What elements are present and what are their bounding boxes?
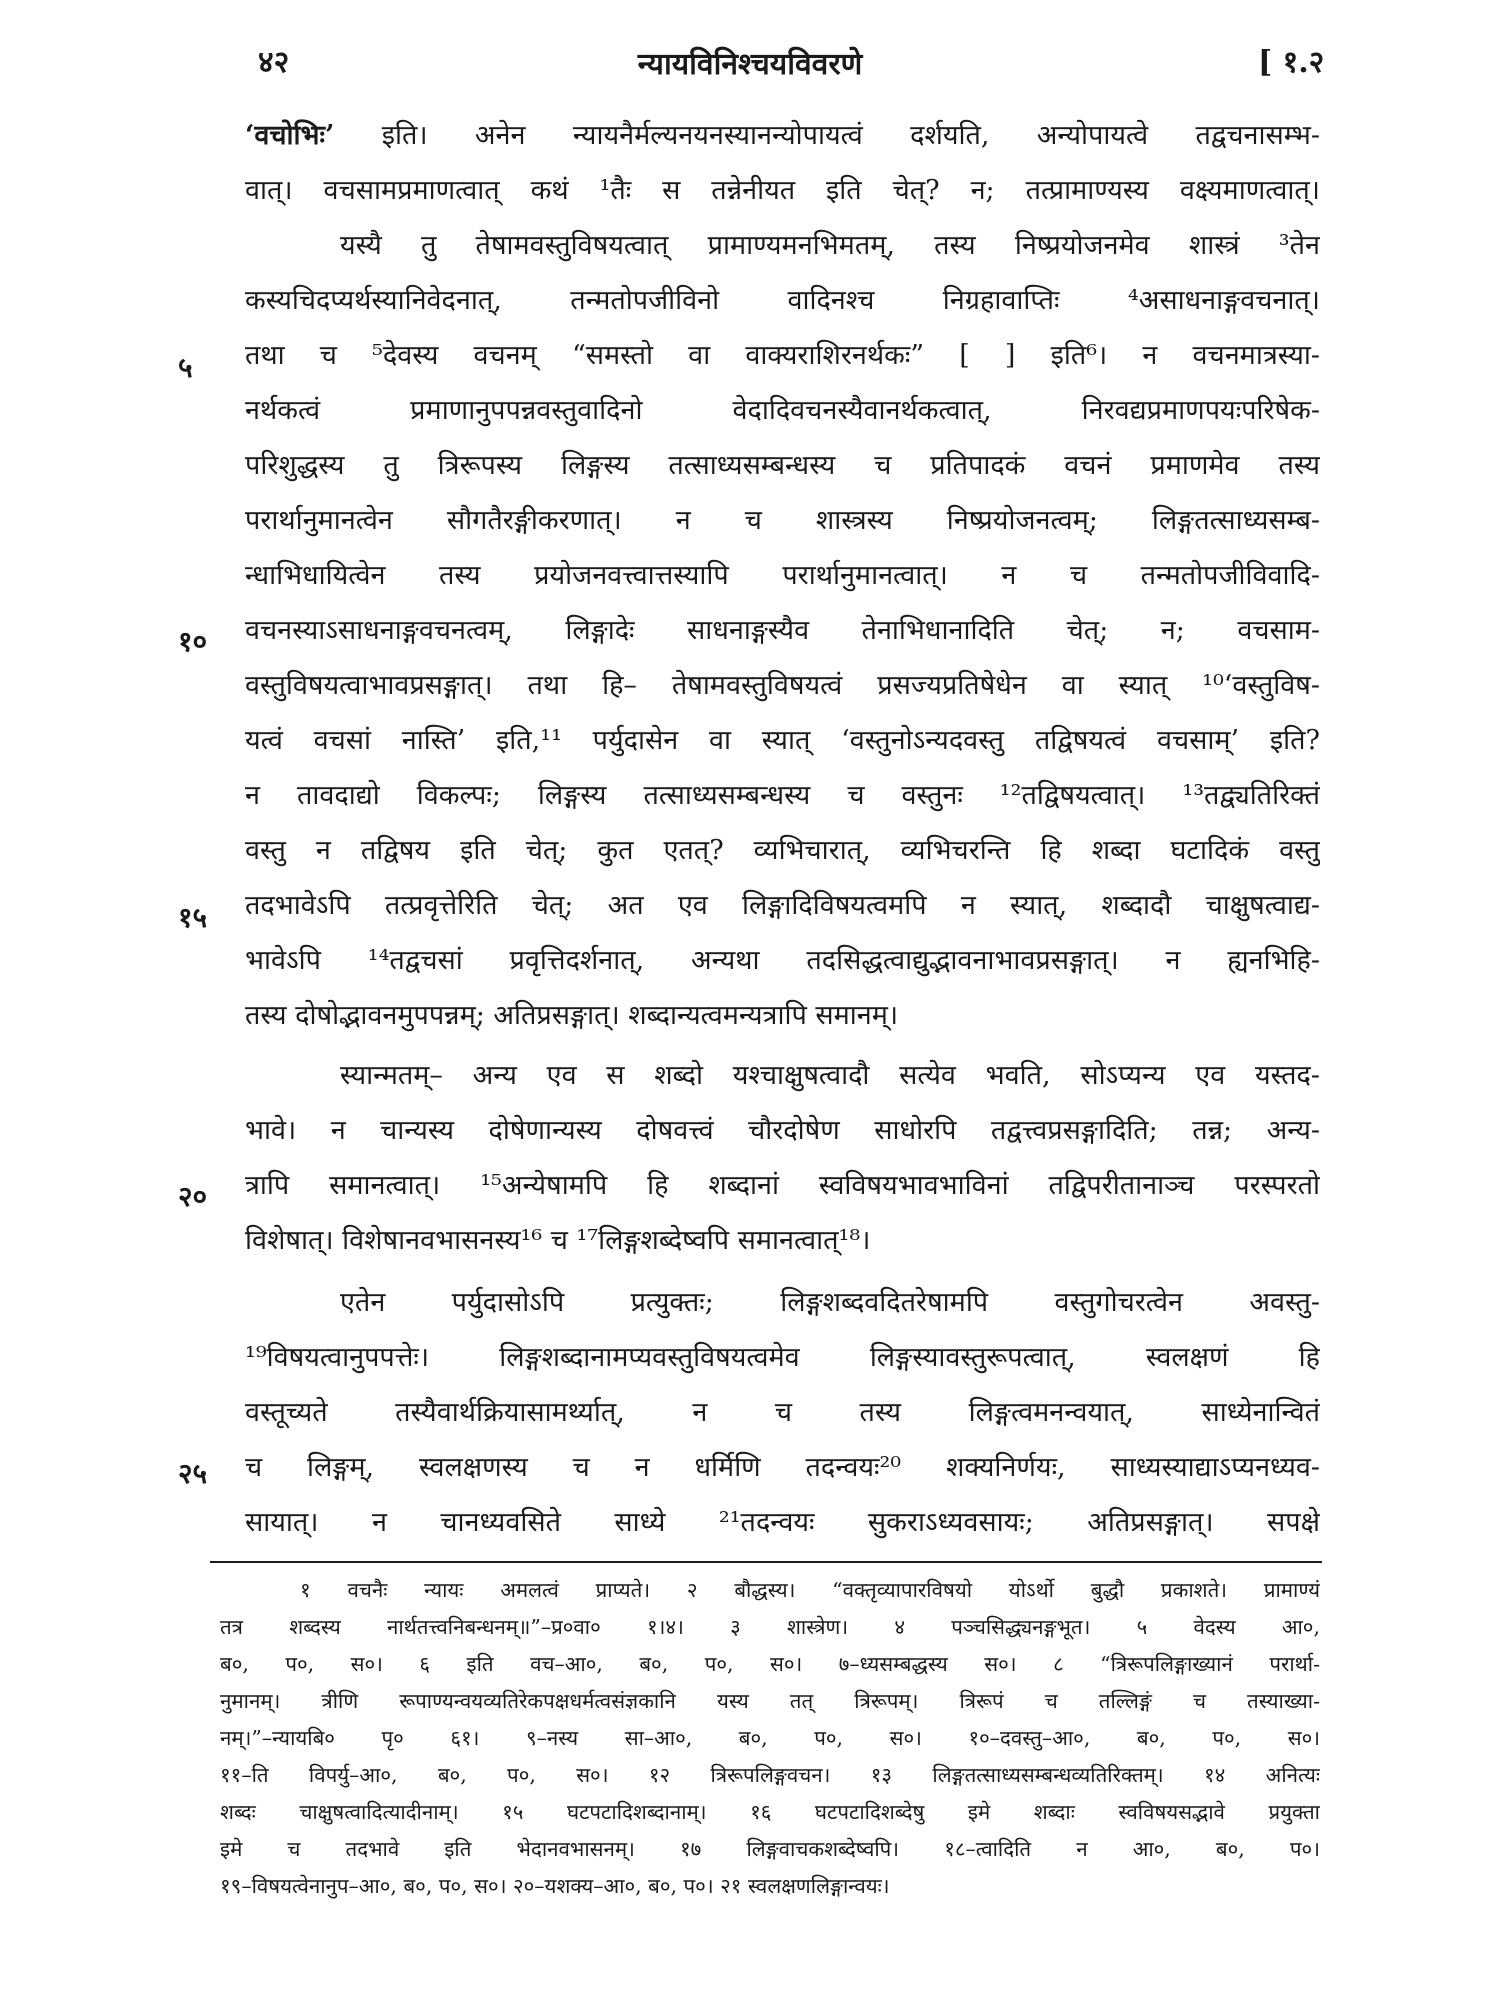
footnote-line: नम्।”–न्यायबि० पृ० ६१। ९–नस्य सा–आ०, ब०, प०, स०। १०–दवस्तु–आ०, ब०, प०, स०।	[220, 1726, 1320, 1750]
text-line: च लिङ्गम्, स्वलक्षणस्य च न धर्मिणि तदन्वयः²⁰ शक्यनिर्णयः, साध्यस्याद्याऽप्यनध्यव-	[245, 1452, 1320, 1483]
footnote-line: १ वचनैः न्यायः अमलत्वं प्राप्यते। २ बौद्धस्य। “वक्तृव्यापारविषयो योऽर्थो बुद्धौ प्रकाशते। प्रामाण्यं	[300, 1578, 1320, 1602]
section-reference: [ १.२	[1258, 45, 1325, 80]
text-line: न तावदाद्यो विकल्पः; लिङ्गस्य तत्साध्यसम्बन्धस्य च वस्तुनः ¹²तद्विषयत्वात्। ¹³तद्व्यतिरिक्तं	[245, 780, 1320, 811]
footnote-line: ब०, प०, स०। ६ इति वच–आ०, ब०, प०, स०। ७–ध्यसम्बद्धस्य स०। ८ “त्रिरूपलिङ्गाख्यानं परार्था-	[220, 1652, 1320, 1676]
text-line: तथा च ⁵देवस्य वचनम् “समस्तो वा वाक्यराशिरनर्थकः” [ ] इति⁶। न वचनमात्रस्या-	[245, 340, 1320, 371]
text-line: वस्तु न तद्विषय इति चेत्; कुत एतत्? व्यभिचारात्, व्यभिचरन्ति हि शब्दा घटादिकं वस्तु	[245, 835, 1320, 866]
footnote-line: तत्र शब्दस्य नार्थतत्त्वनिबन्धनम्॥”–प्र०वा० १।४। ३ शास्त्रेण। ४ पञ्चसिद्ध्यनङ्गभूत। ५ वेदस्य आ०,	[220, 1615, 1320, 1639]
line-number-15: १५	[178, 901, 208, 934]
line-number-5: ५	[178, 351, 193, 384]
footnote-line: इमे च तदभावे इति भेदानवभासनम्। १७ लिङ्गवाचकशब्देष्वपि। १८–त्वादिति न आ०, ब०, प०।	[220, 1837, 1320, 1861]
text-line: वस्तुविषयत्वाभावप्रसङ्गात्। तथा हि– तेषामवस्तुविषयत्वं प्रसज्यप्रतिषेधेन वा स्यात् ¹⁰‘वस्तुविष-	[245, 670, 1320, 701]
text-line: यत्वं वचसां नास्ति’ इति,¹¹ पर्युदासेन वा स्यात् ‘वस्तुनोऽन्यदवस्तु तद्विषयत्वं वचसाम्’ इति?	[245, 725, 1320, 756]
text-line: वस्तूच्यते तस्यैवार्थक्रियासामर्थ्यात्, न च तस्य लिङ्गत्वमनन्वयात्, साध्येनान्वितं	[245, 1397, 1320, 1428]
text-line: विशेषात्। विशेषानवभासनस्य¹⁶ च ¹⁷लिङ्गशब्देष्वपि समानत्वात्¹⁸।	[245, 1225, 871, 1256]
text-line	[245, 118, 1320, 154]
text-line: वचनस्याऽसाधनाङ्गवचनत्वम्, लिङ्गादेः साधनाङ्गस्यैव तेनाभिधानादिति चेत्; न; वचसाम-	[245, 615, 1320, 646]
text-line: सायात्। न चानध्यवसिते साध्ये ²¹तदन्वयः सुकराऽध्यवसायः; अतिप्रसङ्गात्। सपक्षे	[245, 1507, 1320, 1538]
text-line: परिशुद्धस्य तु त्रिरूपस्य लिङ्गस्य तत्साध्यसम्बन्धस्य च प्रतिपादकं वचनं प्रमाणमेव तस्य	[245, 450, 1320, 481]
footnote-line: नुमानम्। त्रीणि रूपाण्यन्वयव्यतिरेकपक्षधर्मत्वसंज्ञकानि यस्य तत् त्रिरूपम्। त्रिरूपं च तल्लिङ्गं च तस्याख्या-	[220, 1689, 1320, 1713]
text-line: तस्य दोषोद्भावनमुपपन्नम्; अतिप्रसङ्गात्। शब्दान्यत्वमन्यत्रापि समानम्।	[245, 1000, 899, 1031]
running-title: न्यायविनिश्चयविवरणे	[637, 47, 863, 82]
footnote-line: १९–विषयत्वेनानुप–आ०, ब०, प०, स०। २०–यशक्य–आ०, ब०, प०। २१ स्वलक्षणलिङ्गान्वयः।	[220, 1874, 890, 1898]
line-number-20: २०	[178, 1180, 208, 1213]
text-line: त्रापि समानत्वात्। ¹⁵अन्येषामपि हि शब्दानां स्वविषयभावभाविनां तद्विपरीतानाञ्च परस्परतो	[245, 1170, 1320, 1201]
footnote-line: ११–ति विपर्यु–आ०, ब०, प०, स०। १२ त्रिरूपलिङ्गवचन। १३ लिङ्गतत्साध्यसम्बन्धव्यतिरिक्तम्। १४ अनित्यः	[220, 1763, 1320, 1787]
text-line: वात्। वचसामप्रमाणत्वात् कथं ¹तैः स तन्नेनीयत इति चेत्? न; तत्प्रामाण्यस्य वक्ष्यमाणत्वात्।	[245, 175, 1320, 206]
text-line: ¹⁹विषयत्वानुपपत्तेः। लिङ्गशब्दानामप्यवस्तुविषयत्वमेव लिङ्गस्यावस्तुरूपत्वात्, स्वलक्षणं हि	[245, 1342, 1320, 1373]
text-line: स्यान्मतम्– अन्य एव स शब्दो यश्चाक्षुषत्वादौ सत्येव भवति, सोऽप्यन्य एव यस्तद-	[340, 1060, 1320, 1091]
lemma-word: ‘वचोभिः’	[245, 120, 335, 151]
text-line: यस्यै तु तेषामवस्तुविषयत्वात् प्रामाण्यमनभिमतम्, तस्य निष्प्रयोजनमेव शास्त्रं ³तेन	[340, 230, 1320, 261]
text-line: नर्थकत्वं प्रमाणानुपपन्नवस्तुवादिनो वेदादिवचनस्यैवानर्थकत्वात्, निरवद्यप्रमाणपयःपरिषेक-	[245, 395, 1320, 426]
text-line: भावे। न चान्यस्य दोषेणान्यस्य दोषवत्त्वं चौरदोषेण साधोरपि तद्वत्त्वप्रसङ्गादिति; तन्न; अन्य-	[245, 1115, 1320, 1146]
text-line: तदभावेऽपि तत्प्रवृत्तेरिति चेत्; अत एव लिङ्गादिविषयत्वमपि न स्यात्, शब्दादौ चाक्षुषत्वाद्य-	[245, 890, 1320, 921]
text-line: परार्थानुमानत्वेन सौगतैरङ्गीकरणात्। न च शास्त्रस्य निष्प्रयोजनत्वम्; लिङ्गतत्साध्यसम्ब-	[245, 505, 1320, 536]
text-line: भावेऽपि ¹⁴तद्वचसां प्रवृत्तिदर्शनात्, अन्यथा तदसिद्धत्वाद्युद्भावनाभावप्रसङ्गात्। न ह्यनभिहि-	[245, 945, 1320, 976]
footnote-line: शब्दः चाक्षुषत्वादित्यादीनाम्। १५ घटपटादिशब्दानाम्। १६ घटपटादिशब्देषु इमे शब्दाः स्वविषयसद्भावे प्रयुक्ता	[220, 1800, 1320, 1824]
line-number-10: १०	[178, 625, 208, 658]
footnote-divider	[210, 1561, 1322, 1563]
text-line: एतेन पर्युदासोऽपि प्रत्युक्तः; लिङ्गशब्दवदितरेषामपि वस्तुगोचरत्वेन अवस्तु-	[340, 1287, 1320, 1318]
page-number: ४२	[258, 45, 290, 80]
line-number-25: २५	[178, 1457, 208, 1490]
text-line: कस्यचिदप्यर्थस्यानिवेदनात्, तन्मतोपजीविनो वादिनश्च निग्रहावाप्तिः ⁴असाधनाङ्गवचनात्।	[245, 285, 1320, 316]
text-line-content: इति। अनेन न्यायनैर्मल्यनयनस्यानन्योपायत्वं दर्शयति, अन्योपायत्वे तद्वचनासम्भ-	[334, 120, 1320, 151]
text-line: न्धाभिधायित्वेन तस्य प्रयोजनवत्त्वात्तस्यापि परार्थानुमानत्वात्। न च तन्मतोपजीविवादि-	[245, 560, 1320, 591]
